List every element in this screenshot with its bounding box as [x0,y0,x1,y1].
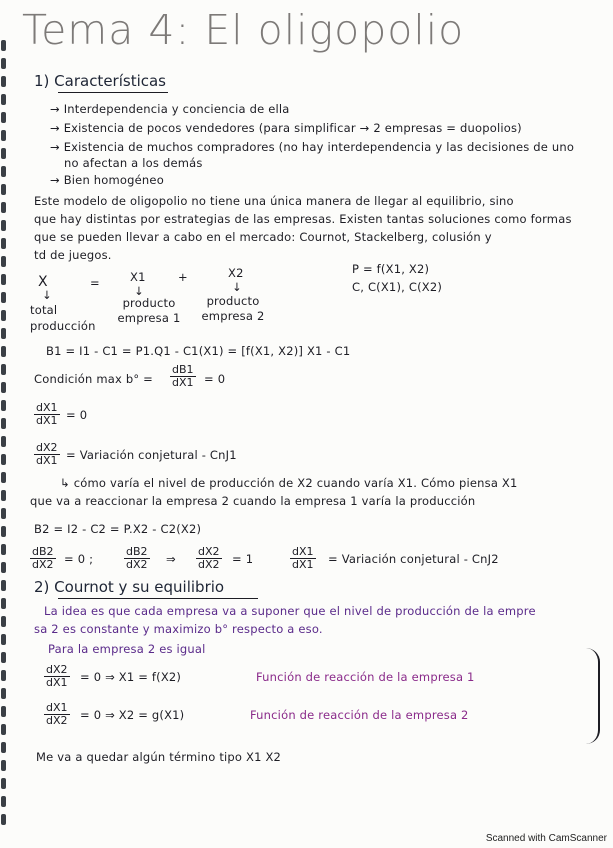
binding-hole [1,634,6,645]
b2-equation: B2 = I2 - C2 = P.X2 - C2(X2) [34,522,202,536]
price-equation: P = f(X1, X2) [352,262,430,276]
binding-hole [1,778,6,789]
binding-hole [1,364,6,375]
binding-hole [1,652,6,663]
heading-underline [58,92,168,93]
fraction-denominator: dX2 [46,714,68,727]
arrow-down-icon: ↓ [232,280,242,294]
paragraph-line: que se pueden llevar a cabo en el mercado: Cournot, Stackelberg, colusión y [34,230,492,244]
binding-hole [1,400,6,411]
heading-underline [58,598,258,599]
dx1-suffix: = 0 [66,408,88,422]
fraction-numerator: dX1 [292,545,314,558]
binding-hole [1,256,6,267]
binding-hole [1,292,6,303]
bullet-line: → Existencia de pocos vendedores (para simplificar → 2 empresas = duopolios) [50,121,522,135]
condicion-fraction [170,364,196,389]
fraction-denominator: dX1 [172,376,194,389]
binding-hole [1,238,6,249]
arrow-down-icon: ↓ [134,284,144,298]
dx2-suffix: = Variación conjetural - CnJ1 [66,448,237,462]
spiral-binding [0,40,10,830]
binding-hole [1,436,6,447]
scanner-watermark: Scanned with CamScanner [485,833,607,844]
paragraph-line: La idea es que cada empresa va a suponer que el nivel de producción de la empre [44,604,536,618]
binding-hole [1,184,6,195]
fraction-denominator: dX1 [36,414,58,427]
binding-hole [1,526,6,537]
binding-hole [1,688,6,699]
b2-fraction-c [196,546,222,571]
binding-hole [1,760,6,771]
closing-line: Me va a quedar algún término tipo X1 X2 [36,750,282,764]
fraction-numerator: dX2 [36,441,58,454]
bullet-line: → Interdependencia y conciencia de ella [50,102,290,116]
condicion-prefix: Condición max b° = [34,372,153,386]
right-brace [586,648,600,744]
binding-hole [1,706,6,717]
fraction-numerator: dB2 [32,545,54,558]
reaction1-label: Función de reacción de la empresa 1 [256,670,475,684]
b2-fraction-b [124,546,150,571]
fraction-denominator: dX2 [32,558,54,571]
binding-hole [1,346,6,357]
b2-suffix-d: = Variación conjetural - CnJ2 [328,552,499,566]
fraction-denominator: dX2 [126,558,148,571]
binding-hole [1,796,6,807]
reaction1-equation: = 0 ⇒ X1 = f(X2) [80,670,182,684]
fraction-numerator: dX1 [46,701,68,714]
binding-hole [1,310,6,321]
binding-hole [1,724,6,735]
binding-hole [1,418,6,429]
fraction-numerator: dB2 [126,545,148,558]
reaction2-fraction [44,702,70,727]
dx1-fraction [34,402,60,427]
b2-suffix-b: ⇒ [166,552,176,566]
para-empresa-2: Para la empresa 2 es igual [48,642,206,656]
fraction-numerator: dX2 [46,663,68,676]
binding-hole [1,742,6,753]
dx2-fraction [34,442,60,467]
b2-suffix-a: = 0 ; [64,552,94,566]
fraction-denominator: dX1 [292,558,314,571]
binding-hole [1,670,6,681]
section-heading-caracteristicas: 1) Características [34,72,166,90]
bullet-line: → Bien homogéneo [50,173,164,187]
bullet-line: no afectan a los demás [64,156,203,170]
label-producto-empresa-2: producto empresa 2 [201,294,265,323]
reaction1-fraction [44,664,70,689]
binding-hole [1,220,6,231]
binding-hole [1,598,6,609]
sum-x2: X2 [228,266,244,280]
note-line: que va a reaccionar la empresa 2 cuando la empresa 1 varía la producción [30,494,476,508]
label-total-produccion: total producción [30,303,96,333]
arrow-down-icon: ↓ [42,288,52,302]
paragraph-line: sa 2 es constante y maximizo b° respecto a eso. [34,622,323,636]
binding-hole [1,40,6,51]
binding-hole [1,814,6,825]
binding-hole [1,454,6,465]
binding-hole [1,202,6,213]
sum-plus: + [178,270,188,284]
binding-hole [1,580,6,591]
binding-hole [1,166,6,177]
bullet-line: → Existencia de muchos compradores (no hay interdependencia y las decisiones de uno [50,140,575,154]
sum-equals: = [90,276,100,290]
paragraph-line: td de juegos. [34,248,112,262]
sum-x: X [38,274,48,290]
condicion-suffix: = 0 [204,372,226,386]
fraction-numerator: dX1 [36,401,58,414]
fraction-numerator: dX2 [198,545,220,558]
binding-hole [1,508,6,519]
note-line: ↳ cómo varía el nivel de producción de X2 cuando varía X1. Cómo piensa X1 [60,476,518,490]
cost-equation: C, C(X1), C(X2) [352,280,443,294]
reaction2-equation: = 0 ⇒ X2 = g(X1) [80,708,185,722]
binding-hole [1,112,6,123]
reaction2-label: Función de reacción de la empresa 2 [250,708,469,722]
binding-hole [1,616,6,627]
b2-suffix-c: = 1 [232,552,254,566]
b2-fraction-d [290,546,316,571]
binding-hole [1,328,6,339]
section-heading-cournot: 2) Cournot y su equilibrio [34,578,225,596]
binding-hole [1,94,6,105]
binding-hole [1,130,6,141]
b2-fraction-a [30,546,56,571]
binding-hole [1,544,6,555]
binding-hole [1,148,6,159]
binding-hole [1,472,6,483]
paragraph-line: que hay distintas por estrategias de las empresas. Existen tantas soluciones como formas [34,212,572,226]
binding-hole [1,274,6,285]
binding-hole [1,382,6,393]
binding-hole [1,58,6,69]
paragraph-line: Este modelo de oligopolio no tiene una única manera de llegar al equilibrio, sino [34,194,514,208]
fraction-denominator: dX2 [198,558,220,571]
page-title: Tema 4: El oligopolio [22,6,465,54]
binding-hole [1,490,6,501]
binding-hole [1,562,6,573]
label-producto-empresa-1: producto empresa 1 [117,296,181,325]
fraction-denominator: dX1 [46,676,68,689]
fraction-numerator: dB1 [172,363,194,376]
sum-x1: X1 [130,270,146,284]
fraction-denominator: dX1 [36,454,58,467]
binding-hole [1,76,6,87]
b1-equation: B1 = I1 - C1 = P1.Q1 - C1(X1) = [f(X1, X2)] X1 - C1 [46,344,351,358]
